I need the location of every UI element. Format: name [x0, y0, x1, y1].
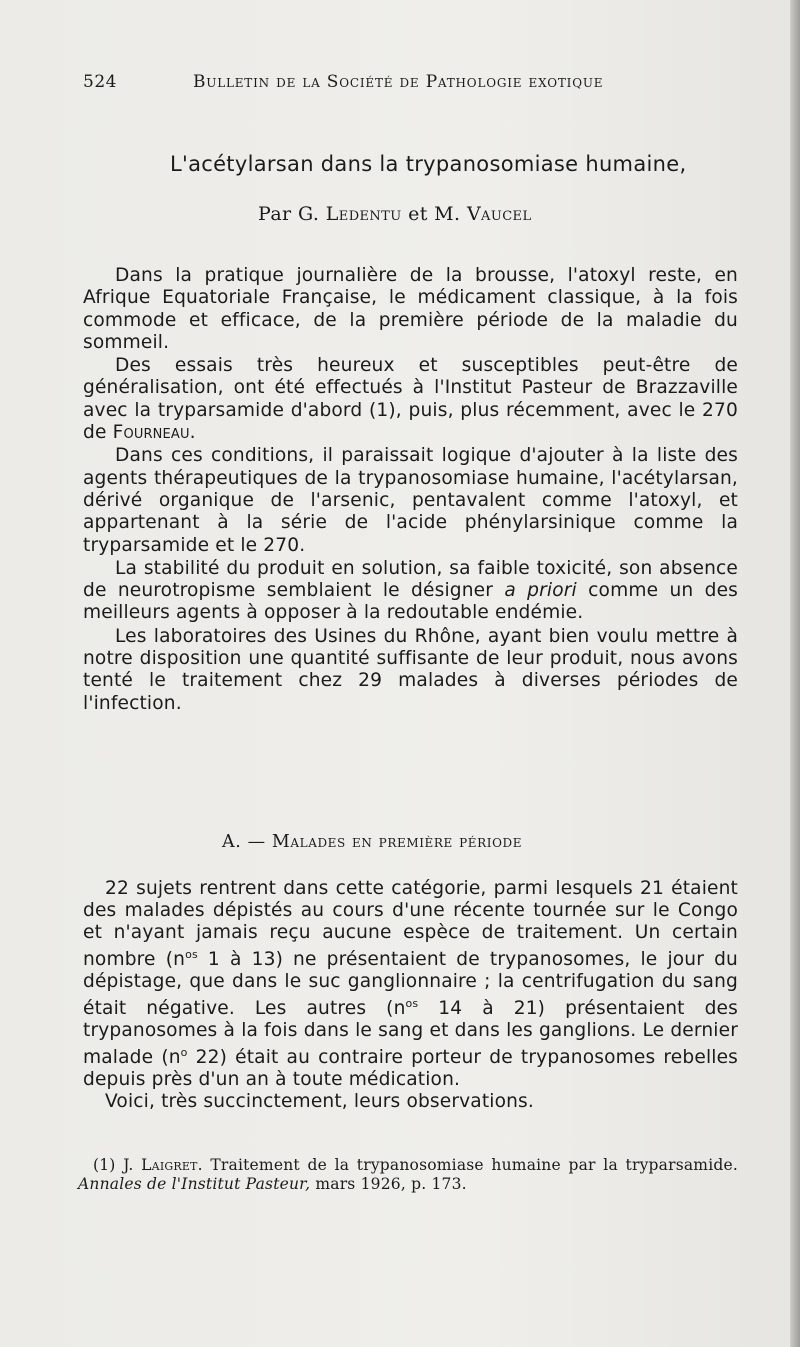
sup-o: o	[180, 1045, 188, 1059]
section-paragraph-1-b: 1 à 13) ne présentaient de trypanosomes, le jour du dépistage, que dans le suc ganglionnaire ; la centrifugation du sang était négative. Les autres (n	[83, 948, 738, 1019]
footnote	[78, 1156, 738, 1194]
author-ledentu: Ledentu	[325, 203, 402, 225]
footnote-journal: Annales de l'Institut Pasteur,	[78, 1175, 311, 1193]
section-paragraph-2: Voici, très succinctement, leurs observations.	[105, 1090, 534, 1112]
article-title: L'acétylarsan dans la trypanosomiase humaine,	[170, 152, 687, 176]
section-body	[83, 878, 738, 1113]
sup-os-2: os	[405, 996, 419, 1010]
paragraph-4-end: comme un des meilleurs agents à opposer à la redoutable endémie.	[83, 580, 739, 624]
paragraph-2-fourneau: Fourneau.	[112, 422, 196, 444]
byline-and: et M.	[408, 203, 461, 225]
section-paragraph-1-d: 22) était au contraire porteur de trypanosomes rebelles depuis près d'un an à toute médication.	[83, 1046, 739, 1090]
paragraph-1: Dans la pratique journalière de la brousse, l'atoxyl reste, en Afrique Equatoriale Française, le médicament classique, à la fois commode et efficace, de la première période de la maladie du sommeil.	[83, 265, 738, 353]
section-title: Malades en première période	[271, 832, 523, 852]
running-head: Bulletin de la Société de Pathologie exotique	[193, 72, 604, 92]
section-paragraph-1	[83, 878, 738, 1091]
sup-os-1: os	[185, 947, 198, 961]
footnote-ref: mars 1926, p. 173.	[315, 1175, 467, 1193]
byline	[258, 203, 531, 225]
section-paragraph-1-c: 14 à 21) présentaient des trypanosomes à la fois dans le sang et dans les ganglions. Le dernier malade (n	[83, 997, 738, 1068]
paragraph-2	[83, 355, 738, 444]
paragraph-5: Les laboratoires des Usines du Rhône, ayant bien voulu mettre à notre disposition une quantité suffisante de leur produit, nous avons tenté le traitement chez 29 malades à diverses périodes de l'infection.	[83, 625, 738, 714]
section-paragraph-1-a: 22 sujets rentrent dans cette catégorie, parmi lesquels 21 étaient des malades dépistés au cours d'une récente tournée sur le Congo et n'ayant jamais reçu aucune espèce de traitement. Un certain nombre (n	[83, 878, 738, 970]
paragraph-4	[83, 558, 738, 625]
section-heading	[222, 832, 522, 852]
paragraph-4-italic: a priori	[504, 580, 577, 602]
paragraph-3: Dans ces conditions, il paraissait logique d'ajouter à la liste des agents thérapeutiques de la trypanosomiase humaine, l'acétylarsan, dérivé organique de l'arsenic, pentavalent comme l'atoxyl, et appartenant à la série de l'acide phénylarsinique comme la tryparsamide et le 270.	[83, 445, 738, 556]
article-body	[83, 265, 738, 716]
byline-prefix: Par G.	[258, 203, 320, 225]
section-letter: A. —	[222, 832, 266, 852]
footnote-marker: (1)	[93, 1156, 116, 1174]
page-edge-shadow	[790, 0, 800, 1347]
footnote-text: Traitement de la trypanosomiase humaine par la tryparsamide.	[210, 1156, 738, 1174]
paragraph-4-text: La stabilité du produit en solution, sa faible toxicité, son absence de neurotropisme semblaient le désigner	[83, 557, 738, 602]
author-vaucel: Vaucel	[466, 203, 532, 225]
footnote-author: J. Laigret.	[123, 1156, 203, 1174]
paragraph-2-text: Des essais très heureux et susceptibles peut-être de généralisation, ont été effectués à l'Institut Pasteur de Brazzaville avec la tryparsamide d'abord (1), puis, plus récemment, avec le 270 de	[83, 355, 738, 444]
page-number: 524	[83, 72, 117, 92]
